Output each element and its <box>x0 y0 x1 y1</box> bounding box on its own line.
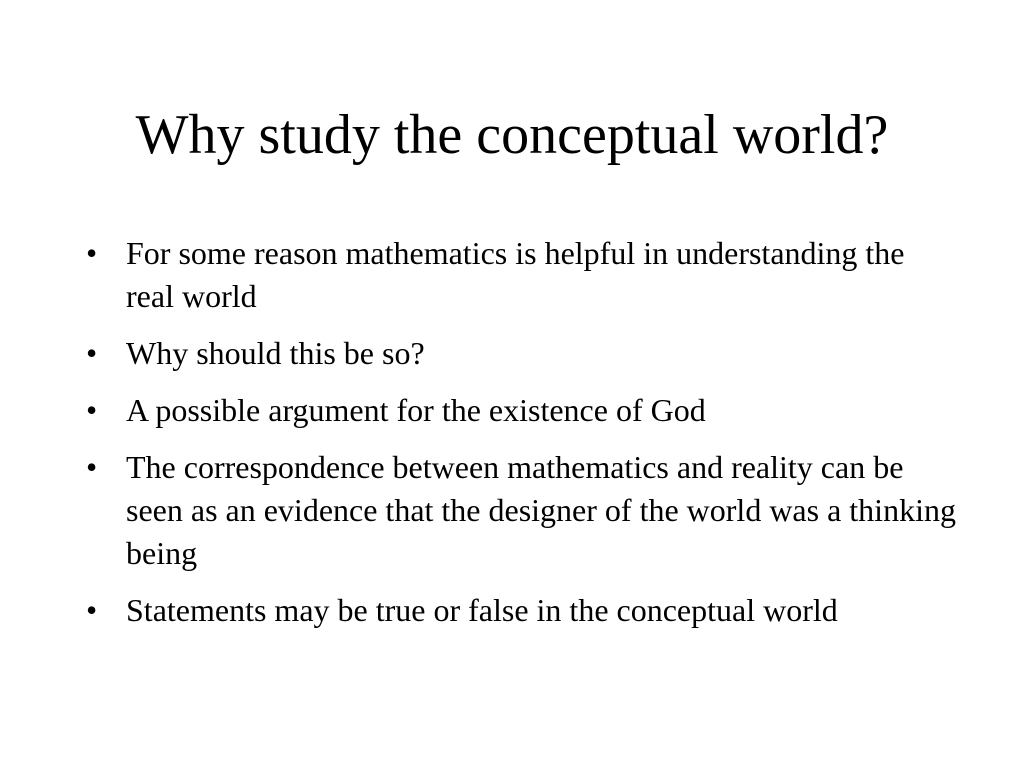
bullet-dot-icon: • <box>86 449 98 485</box>
bullet-item <box>86 446 956 575</box>
bullet-dot-icon: • <box>86 592 98 628</box>
bullet-dot-icon: • <box>86 392 98 428</box>
bullet-text: A possible argument for the existence of God <box>126 392 706 428</box>
bullet-dot-icon: • <box>86 235 98 271</box>
bullet-text: For some reason mathematics is helpful in understanding the real world <box>126 235 905 314</box>
bullet-dot-icon: • <box>86 335 98 371</box>
bullet-text: The correspondence between mathematics and reality can be seen as an evidence that the designer of the world was a thinking being <box>126 449 956 571</box>
bullet-item <box>86 232 956 318</box>
bullet-item <box>86 332 956 375</box>
bullet-list <box>86 232 956 646</box>
bullet-item <box>86 589 956 632</box>
bullet-item <box>86 389 956 432</box>
slide-title: Why study the conceptual world? <box>135 104 889 166</box>
bullet-text: Why should this be so? <box>126 335 425 371</box>
bullet-text: Statements may be true or false in the conceptual world <box>126 592 838 628</box>
